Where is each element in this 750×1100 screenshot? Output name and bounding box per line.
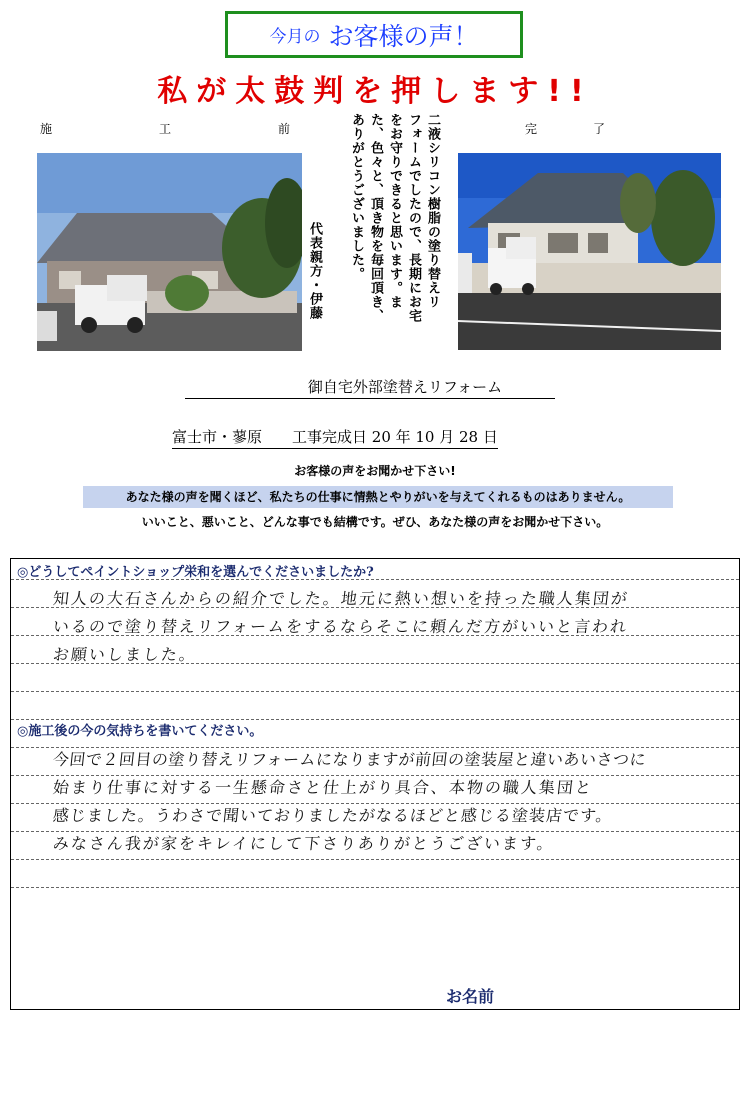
rule-line [11,859,739,860]
before-label-char: 施 [40,122,53,136]
comment-line: ありがとうございました。 [349,113,364,281]
project-title-text: 御自宅外部塗替えリフォーム [307,378,503,396]
after-label [525,120,605,137]
banner-prefix: 今月の [269,27,321,47]
question-1: ◎どうしてペイントショップ栄和を選んでくださいましたか? [17,565,374,580]
after-label-char: 了 [592,122,605,136]
comment-line: をお守りできると思います。ま [387,113,402,309]
after-label-char: 完 [525,122,538,136]
answer-1-line: 知人の大石さんからの紹介でした。地元に熱い想いを持った職人集団が [51,589,630,608]
answer-2-line: 今回で２回目の塗り替えリフォームになりますが前回の塗装屋と違いあいさつに [51,750,648,769]
project-title [185,376,555,399]
rule-line [11,887,739,888]
before-label-char: 前 [277,122,290,136]
signature-text: 代表親方・伊藤 [307,222,322,320]
ask-title: お客様の声をお聞かせ下さい! [294,464,456,478]
location-and-date: 富士市・蓼原 工事完成日 20 年 10 月 28 日 [172,426,498,449]
banner-title: お客様の声！ [328,21,479,51]
monthly-voice-banner [225,11,523,58]
before-label-char: 工 [158,122,171,136]
comment-line: た、色々と、頂き物を毎回頂き、 [368,113,383,323]
customer-voice-form [10,558,740,1010]
headline: 私が太鼓判を押します!! [157,74,593,109]
after-photo [458,153,721,350]
name-label: お名前 [446,987,495,1006]
answer-1-line: お願いしました。 [51,645,198,664]
comment-line: 二液シリコン樹脂の塗り替えリ [425,113,440,309]
answer-2-line: 感じました。うわさで聞いておりましたがなるほどと感じる塗装店です。 [51,806,614,825]
question-2: ◎施工後の今の気持ちを書いてください。 [17,724,263,739]
answer-2-line: みなさん我が家をキレイにして下さりありがとうございます。 [51,834,556,853]
ask-highlight-line: あなた様の声を聞くほど、私たちの仕事に情熱とやりがいを与えてくれるものはありません。 [83,486,673,508]
answer-1-line: いるので塗り替えリフォームをするならそこに頼んだ方がいいと言われ [51,617,630,636]
ask-line: いいこと、悪いこと、どんな事でも結構です。ぜひ、あなた様の声をお聞かせ下さい。 [141,515,609,529]
before-photo [37,153,302,351]
craftsman-comment [347,113,442,348]
comment-signature [305,222,324,342]
before-label [40,120,290,137]
comment-line: フォームでしたので、長期にお宅 [406,113,421,323]
answer-2-line: 始まり仕事に対する一生懸命さと仕上がり具合、本物の職人集団と [51,778,594,797]
rule-line [11,691,739,692]
